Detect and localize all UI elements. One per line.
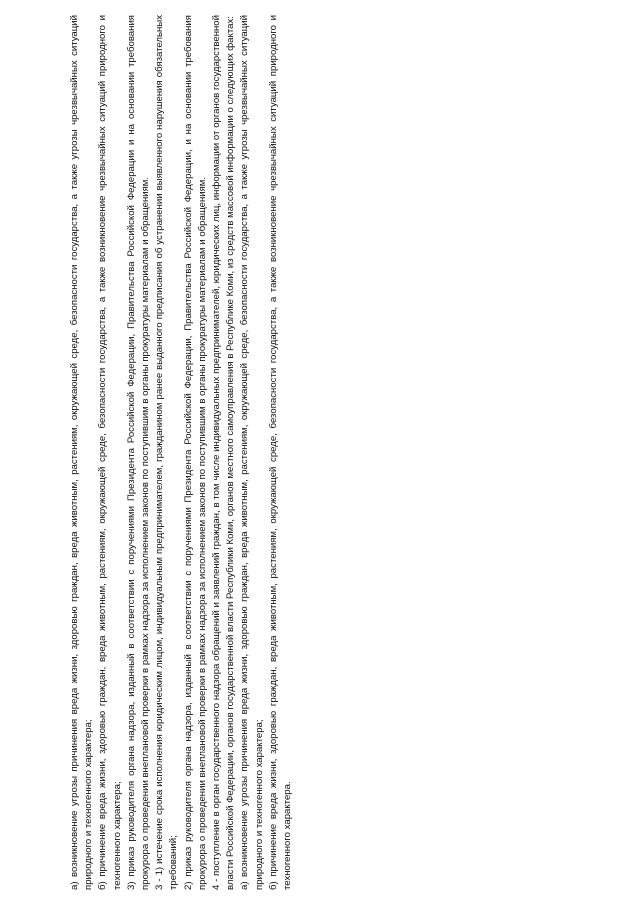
paragraph-3-order: 3) приказ руководителя органа надзора, изданный в соответствии с поручениями Президента Российской Федерации, Правительства Российской Федерации и на основании требования прокурора о проведении внеплановой проверки в рамках надзора за исполнением законов по поступившим в органы прокуратуры материалам и обращениям. xyxy=(125,15,152,890)
rotated-text-block xyxy=(68,15,353,890)
paragraph-b-harm: б) причинение вреда жизни, здоровью граждан, вреда животным, растениям, окружающей среде, безопасности государства, а также возникновение чрезвычайных ситуаций природного и техногенного характера; xyxy=(97,15,123,890)
paragraph-a-threat: а) возникновение угрозы причинения вреда жизни, здоровью граждан, вреда животным, растениям, окружающей среде, безопасности государства, а также угрозы чрезвычайных ситуаций природного и техногенного характера; xyxy=(69,15,95,890)
paragraph-a-threat-repeat: а) возникновение угрозы причинения вреда жизни, здоровью граждан, вреда животным, растениям, окружающей среде, безопасности государства, а также угрозы чрезвычайных ситуаций природного и техногенного характера; xyxy=(239,15,265,890)
paragraph-4-appeals: 4 - поступление в орган государственного надзора обращений и заявлений граждан, в том числе индивидуальных предпринимателей, юридических лиц, информации от органов государственной власти Российской Федерации, органов государственной власти Республики Коми, органов местного самоуправления в Республике Коми, из средств массовой информации о следующих фактах: xyxy=(211,15,237,890)
paragraph-2-order: 2) приказ руководителя органа надзора, изданный в соответствии с поручениями Президента Российской Федерации, Правительства Российской Федерации, и на основании требования прокурора о проведении внеплановой проверки в рамках надзора за исполнением законов по поступившим в органы прокуратуры материалам и обращениям. xyxy=(182,15,208,890)
paragraph-3-1-deadline: 3 - 1) истечение срока исполнения юридическим лицом, индивидуальным предпринимателем, гражданином ранее выданного предписания об устранении выявленного нарушения обязательных требований; xyxy=(154,15,180,890)
paragraph-b-harm-repeat: б) причинение вреда жизни, здоровью граждан, вреда животным, растениям, окружающей среде, безопасности государства, а также возникновение чрезвычайных ситуаций природного и техногенного характера. xyxy=(267,15,294,890)
